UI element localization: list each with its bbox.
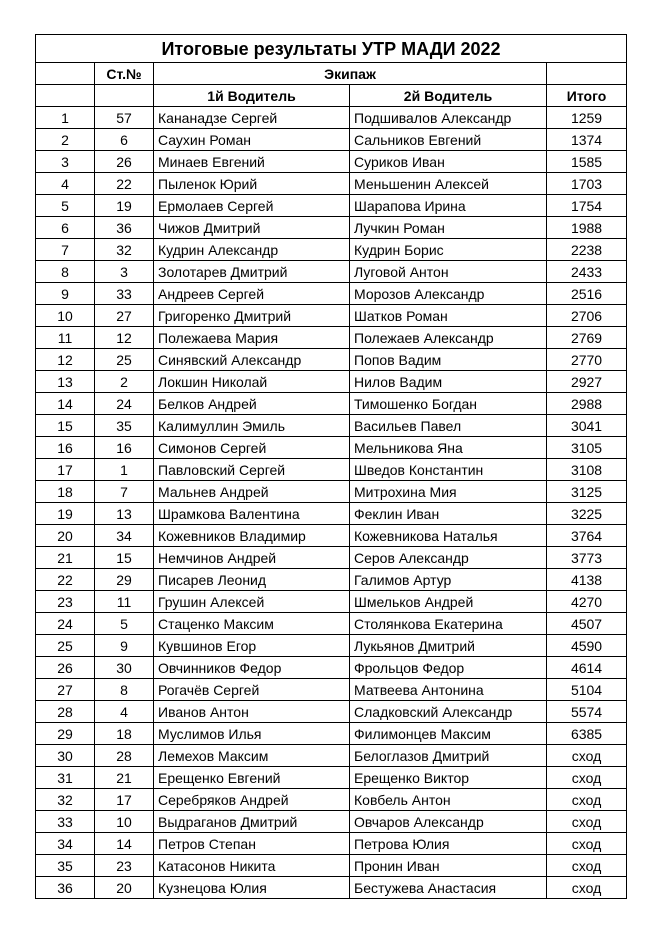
place-cell: 2 <box>36 129 95 151</box>
driver1-cell: Выдраганов Дмитрий <box>154 811 350 833</box>
place-cell: 15 <box>36 415 95 437</box>
table-row <box>36 459 627 481</box>
place-cell: 25 <box>36 635 95 657</box>
place-cell: 23 <box>36 591 95 613</box>
driver2-cell: Подшивалов Александр <box>350 107 547 129</box>
start-number-cell: 1 <box>95 459 154 481</box>
total-cell: сход <box>547 877 627 899</box>
driver2-cell: Серов Александр <box>350 547 547 569</box>
table-row <box>36 811 627 833</box>
table-row <box>36 833 627 855</box>
total-cell: 4270 <box>547 591 627 613</box>
driver2-cell: Лучкин Роман <box>350 217 547 239</box>
driver1-cell: Симонов Сергей <box>154 437 350 459</box>
driver1-cell: Кудрин Александр <box>154 239 350 261</box>
total-cell: 5104 <box>547 679 627 701</box>
place-cell: 6 <box>36 217 95 239</box>
place-cell: 36 <box>36 877 95 899</box>
table-row <box>36 437 627 459</box>
driver2-cell: Столянкова Екатерина <box>350 613 547 635</box>
start-number-cell: 27 <box>95 305 154 327</box>
place-cell: 12 <box>36 349 95 371</box>
start-number-cell: 24 <box>95 393 154 415</box>
start-number-cell: 28 <box>95 745 154 767</box>
start-number-cell: 5 <box>95 613 154 635</box>
title-row <box>36 35 627 63</box>
place-cell: 11 <box>36 327 95 349</box>
place-cell: 31 <box>36 767 95 789</box>
place-cell: 20 <box>36 525 95 547</box>
start-number-cell: 29 <box>95 569 154 591</box>
place-cell: 8 <box>36 261 95 283</box>
place-cell: 27 <box>36 679 95 701</box>
start-number-cell: 23 <box>95 855 154 877</box>
start-number-cell: 12 <box>95 327 154 349</box>
driver1-cell: Синявский Александр <box>154 349 350 371</box>
start-number-cell: 6 <box>95 129 154 151</box>
start-number-cell: 57 <box>95 107 154 129</box>
total-cell: 3225 <box>547 503 627 525</box>
driver1-cell: Кувшинов Егор <box>154 635 350 657</box>
start-number-cell: 3 <box>95 261 154 283</box>
start-number-cell: 4 <box>95 701 154 723</box>
start-number-cell: 34 <box>95 525 154 547</box>
place-cell: 17 <box>36 459 95 481</box>
driver2-cell: Нилов Вадим <box>350 371 547 393</box>
driver1-cell: Шрамкова Валентина <box>154 503 350 525</box>
total-cell: 4138 <box>547 569 627 591</box>
table-row <box>36 745 627 767</box>
total-cell: сход <box>547 833 627 855</box>
table-row <box>36 239 627 261</box>
total-cell: 2238 <box>547 239 627 261</box>
start-number-cell: 2 <box>95 371 154 393</box>
place-cell: 5 <box>36 195 95 217</box>
table-row <box>36 701 627 723</box>
table-row <box>36 305 627 327</box>
driver1-cell: Мальнев Андрей <box>154 481 350 503</box>
driver2-cell: Шарапова Ирина <box>350 195 547 217</box>
table-row <box>36 129 627 151</box>
driver2-cell: Морозов Александр <box>350 283 547 305</box>
table-row <box>36 503 627 525</box>
place-cell: 19 <box>36 503 95 525</box>
driver2-cell: Пронин Иван <box>350 855 547 877</box>
driver2-cell: Суриков Иван <box>350 151 547 173</box>
driver2-cell: Меньшенин Алексей <box>350 173 547 195</box>
start-number-cell: 33 <box>95 283 154 305</box>
driver1-cell: Серебряков Андрей <box>154 789 350 811</box>
total-cell: 5574 <box>547 701 627 723</box>
driver1-cell: Рогачёв Сергей <box>154 679 350 701</box>
driver2-cell: Сальников Евгений <box>350 129 547 151</box>
start-number-cell: 35 <box>95 415 154 437</box>
table-row <box>36 525 627 547</box>
start-number-cell: 10 <box>95 811 154 833</box>
place-cell: 4 <box>36 173 95 195</box>
driver2-cell: Васильев Павел <box>350 415 547 437</box>
total-cell: сход <box>547 767 627 789</box>
driver2-cell: Петрова Юлия <box>350 833 547 855</box>
place-cell: 35 <box>36 855 95 877</box>
driver2-cell: Кудрин Борис <box>350 239 547 261</box>
driver2-cell: Феклин Иван <box>350 503 547 525</box>
driver1-cell: Кузнецова Юлия <box>154 877 350 899</box>
start-number-cell: 14 <box>95 833 154 855</box>
table-row <box>36 723 627 745</box>
driver1-cell: Григоренко Дмитрий <box>154 305 350 327</box>
place-cell: 29 <box>36 723 95 745</box>
driver2-cell: Луговой Антон <box>350 261 547 283</box>
table-row <box>36 327 627 349</box>
driver1-cell: Ерещенко Евгений <box>154 767 350 789</box>
driver1-cell: Ермолаев Сергей <box>154 195 350 217</box>
total-cell: 3105 <box>547 437 627 459</box>
driver1-cell: Пыленок Юрий <box>154 173 350 195</box>
driver1-cell: Овчинников Федор <box>154 657 350 679</box>
driver2-cell: Шатков Роман <box>350 305 547 327</box>
total-cell: 1374 <box>547 129 627 151</box>
driver1-cell: Иванов Антон <box>154 701 350 723</box>
total-cell: 3125 <box>547 481 627 503</box>
driver1-cell: Петров Степан <box>154 833 350 855</box>
total-cell: 2770 <box>547 349 627 371</box>
total-cell: 2927 <box>547 371 627 393</box>
total-cell: 1703 <box>547 173 627 195</box>
place-cell: 13 <box>36 371 95 393</box>
start-number-cell: 20 <box>95 877 154 899</box>
start-number-cell: 9 <box>95 635 154 657</box>
place-cell: 7 <box>36 239 95 261</box>
total-cell: сход <box>547 855 627 877</box>
driver1-cell: Полежаева Мария <box>154 327 350 349</box>
table-row <box>36 635 627 657</box>
table-row <box>36 789 627 811</box>
start-number-cell: 7 <box>95 481 154 503</box>
driver2-cell: Попов Вадим <box>350 349 547 371</box>
driver2-cell: Ковбель Антон <box>350 789 547 811</box>
start-number-cell: 22 <box>95 173 154 195</box>
place-cell: 24 <box>36 613 95 635</box>
total-cell: сход <box>547 811 627 833</box>
start-number-cell: 17 <box>95 789 154 811</box>
driver1-cell: Чижов Дмитрий <box>154 217 350 239</box>
start-number-cell: 8 <box>95 679 154 701</box>
place-subheader-empty <box>36 85 95 107</box>
place-cell: 18 <box>36 481 95 503</box>
place-cell: 32 <box>36 789 95 811</box>
total-cell: 1259 <box>547 107 627 129</box>
table-row <box>36 767 627 789</box>
total-cell: 4507 <box>547 613 627 635</box>
table-row <box>36 877 627 899</box>
driver1-cell: Кананадзе Сергей <box>154 107 350 129</box>
table-row <box>36 195 627 217</box>
total-cell: 2433 <box>547 261 627 283</box>
driver1-cell: Саухин Роман <box>154 129 350 151</box>
total-cell: 3108 <box>547 459 627 481</box>
driver1-cell: Муслимов Илья <box>154 723 350 745</box>
total-cell: 4590 <box>547 635 627 657</box>
table-row <box>36 349 627 371</box>
driver2-cell: Митрохина Мия <box>350 481 547 503</box>
table-row <box>36 261 627 283</box>
table-row <box>36 657 627 679</box>
start-number-header: Ст.№ <box>95 63 154 85</box>
place-cell: 16 <box>36 437 95 459</box>
driver2-cell: Кожевникова Наталья <box>350 525 547 547</box>
place-cell: 21 <box>36 547 95 569</box>
driver1-cell: Лемехов Максим <box>154 745 350 767</box>
place-cell: 14 <box>36 393 95 415</box>
table-row <box>36 481 627 503</box>
driver1-cell: Катасонов Никита <box>154 855 350 877</box>
table-row <box>36 613 627 635</box>
total-cell: 2769 <box>547 327 627 349</box>
driver2-cell: Ерещенко Виктор <box>350 767 547 789</box>
driver2-header: 2й Водитель <box>350 85 547 107</box>
driver1-cell: Андреев Сергей <box>154 283 350 305</box>
place-cell: 10 <box>36 305 95 327</box>
place-cell: 1 <box>36 107 95 129</box>
table-row <box>36 547 627 569</box>
header-row-2 <box>36 85 627 107</box>
table-row <box>36 107 627 129</box>
driver1-cell: Кожевников Владимир <box>154 525 350 547</box>
driver2-cell: Мельникова Яна <box>350 437 547 459</box>
place-cell: 22 <box>36 569 95 591</box>
total-cell: 4614 <box>547 657 627 679</box>
start-number-cell: 30 <box>95 657 154 679</box>
table-row <box>36 591 627 613</box>
driver2-cell: Тимошенко Богдан <box>350 393 547 415</box>
place-cell: 30 <box>36 745 95 767</box>
driver1-cell: Писарев Леонид <box>154 569 350 591</box>
total-header-empty <box>547 63 627 85</box>
total-cell: 3773 <box>547 547 627 569</box>
table-row <box>36 855 627 877</box>
start-number-cell: 25 <box>95 349 154 371</box>
total-cell: 1754 <box>547 195 627 217</box>
driver2-cell: Матвеева Антонина <box>350 679 547 701</box>
place-cell: 9 <box>36 283 95 305</box>
table-title: Итоговые результаты УТР МАДИ 2022 <box>36 35 627 63</box>
start-number-cell: 32 <box>95 239 154 261</box>
table-row <box>36 173 627 195</box>
total-cell: 2988 <box>547 393 627 415</box>
driver1-cell: Стаценко Максим <box>154 613 350 635</box>
table-row <box>36 283 627 305</box>
driver2-cell: Сладковский Александр <box>350 701 547 723</box>
total-cell: 2706 <box>547 305 627 327</box>
driver2-cell: Белоглазов Дмитрий <box>350 745 547 767</box>
total-cell: 1988 <box>547 217 627 239</box>
driver2-cell: Шведов Константин <box>350 459 547 481</box>
start-number-cell: 21 <box>95 767 154 789</box>
start-number-cell: 19 <box>95 195 154 217</box>
driver2-cell: Бестужева Анастасия <box>350 877 547 899</box>
start-number-cell: 11 <box>95 591 154 613</box>
driver2-cell: Шмельков Андрей <box>350 591 547 613</box>
driver1-cell: Калимуллин Эмиль <box>154 415 350 437</box>
driver2-cell: Полежаев Александр <box>350 327 547 349</box>
driver1-header: 1й Водитель <box>154 85 350 107</box>
driver2-cell: Фрольцов Федор <box>350 657 547 679</box>
total-header: Итого <box>547 85 627 107</box>
driver1-cell: Золотарев Дмитрий <box>154 261 350 283</box>
total-cell: сход <box>547 789 627 811</box>
driver1-cell: Немчинов Андрей <box>154 547 350 569</box>
place-cell: 33 <box>36 811 95 833</box>
start-number-cell: 26 <box>95 151 154 173</box>
table-row <box>36 415 627 437</box>
driver2-cell: Овчаров Александр <box>350 811 547 833</box>
results-table-body <box>36 35 627 899</box>
total-cell: 6385 <box>547 723 627 745</box>
driver1-cell: Минаев Евгений <box>154 151 350 173</box>
crew-header: Экипаж <box>154 63 547 85</box>
driver1-cell: Локшин Николай <box>154 371 350 393</box>
start-subheader-empty <box>95 85 154 107</box>
table-row <box>36 217 627 239</box>
table-row <box>36 371 627 393</box>
place-cell: 34 <box>36 833 95 855</box>
start-number-cell: 18 <box>95 723 154 745</box>
driver1-cell: Грушин Алексей <box>154 591 350 613</box>
place-header-empty <box>36 63 95 85</box>
driver2-cell: Лукьянов Дмитрий <box>350 635 547 657</box>
table-row <box>36 151 627 173</box>
driver1-cell: Белков Андрей <box>154 393 350 415</box>
place-cell: 26 <box>36 657 95 679</box>
total-cell: 2516 <box>547 283 627 305</box>
driver2-cell: Филимонцев Максим <box>350 723 547 745</box>
driver2-cell: Галимов Артур <box>350 569 547 591</box>
total-cell: 3764 <box>547 525 627 547</box>
total-cell: сход <box>547 745 627 767</box>
driver1-cell: Павловский Сергей <box>154 459 350 481</box>
results-table <box>35 34 627 899</box>
start-number-cell: 15 <box>95 547 154 569</box>
place-cell: 28 <box>36 701 95 723</box>
table-row <box>36 679 627 701</box>
place-cell: 3 <box>36 151 95 173</box>
start-number-cell: 16 <box>95 437 154 459</box>
header-row-1 <box>36 63 627 85</box>
start-number-cell: 36 <box>95 217 154 239</box>
table-row <box>36 393 627 415</box>
total-cell: 3041 <box>547 415 627 437</box>
total-cell: 1585 <box>547 151 627 173</box>
start-number-cell: 13 <box>95 503 154 525</box>
table-row <box>36 569 627 591</box>
